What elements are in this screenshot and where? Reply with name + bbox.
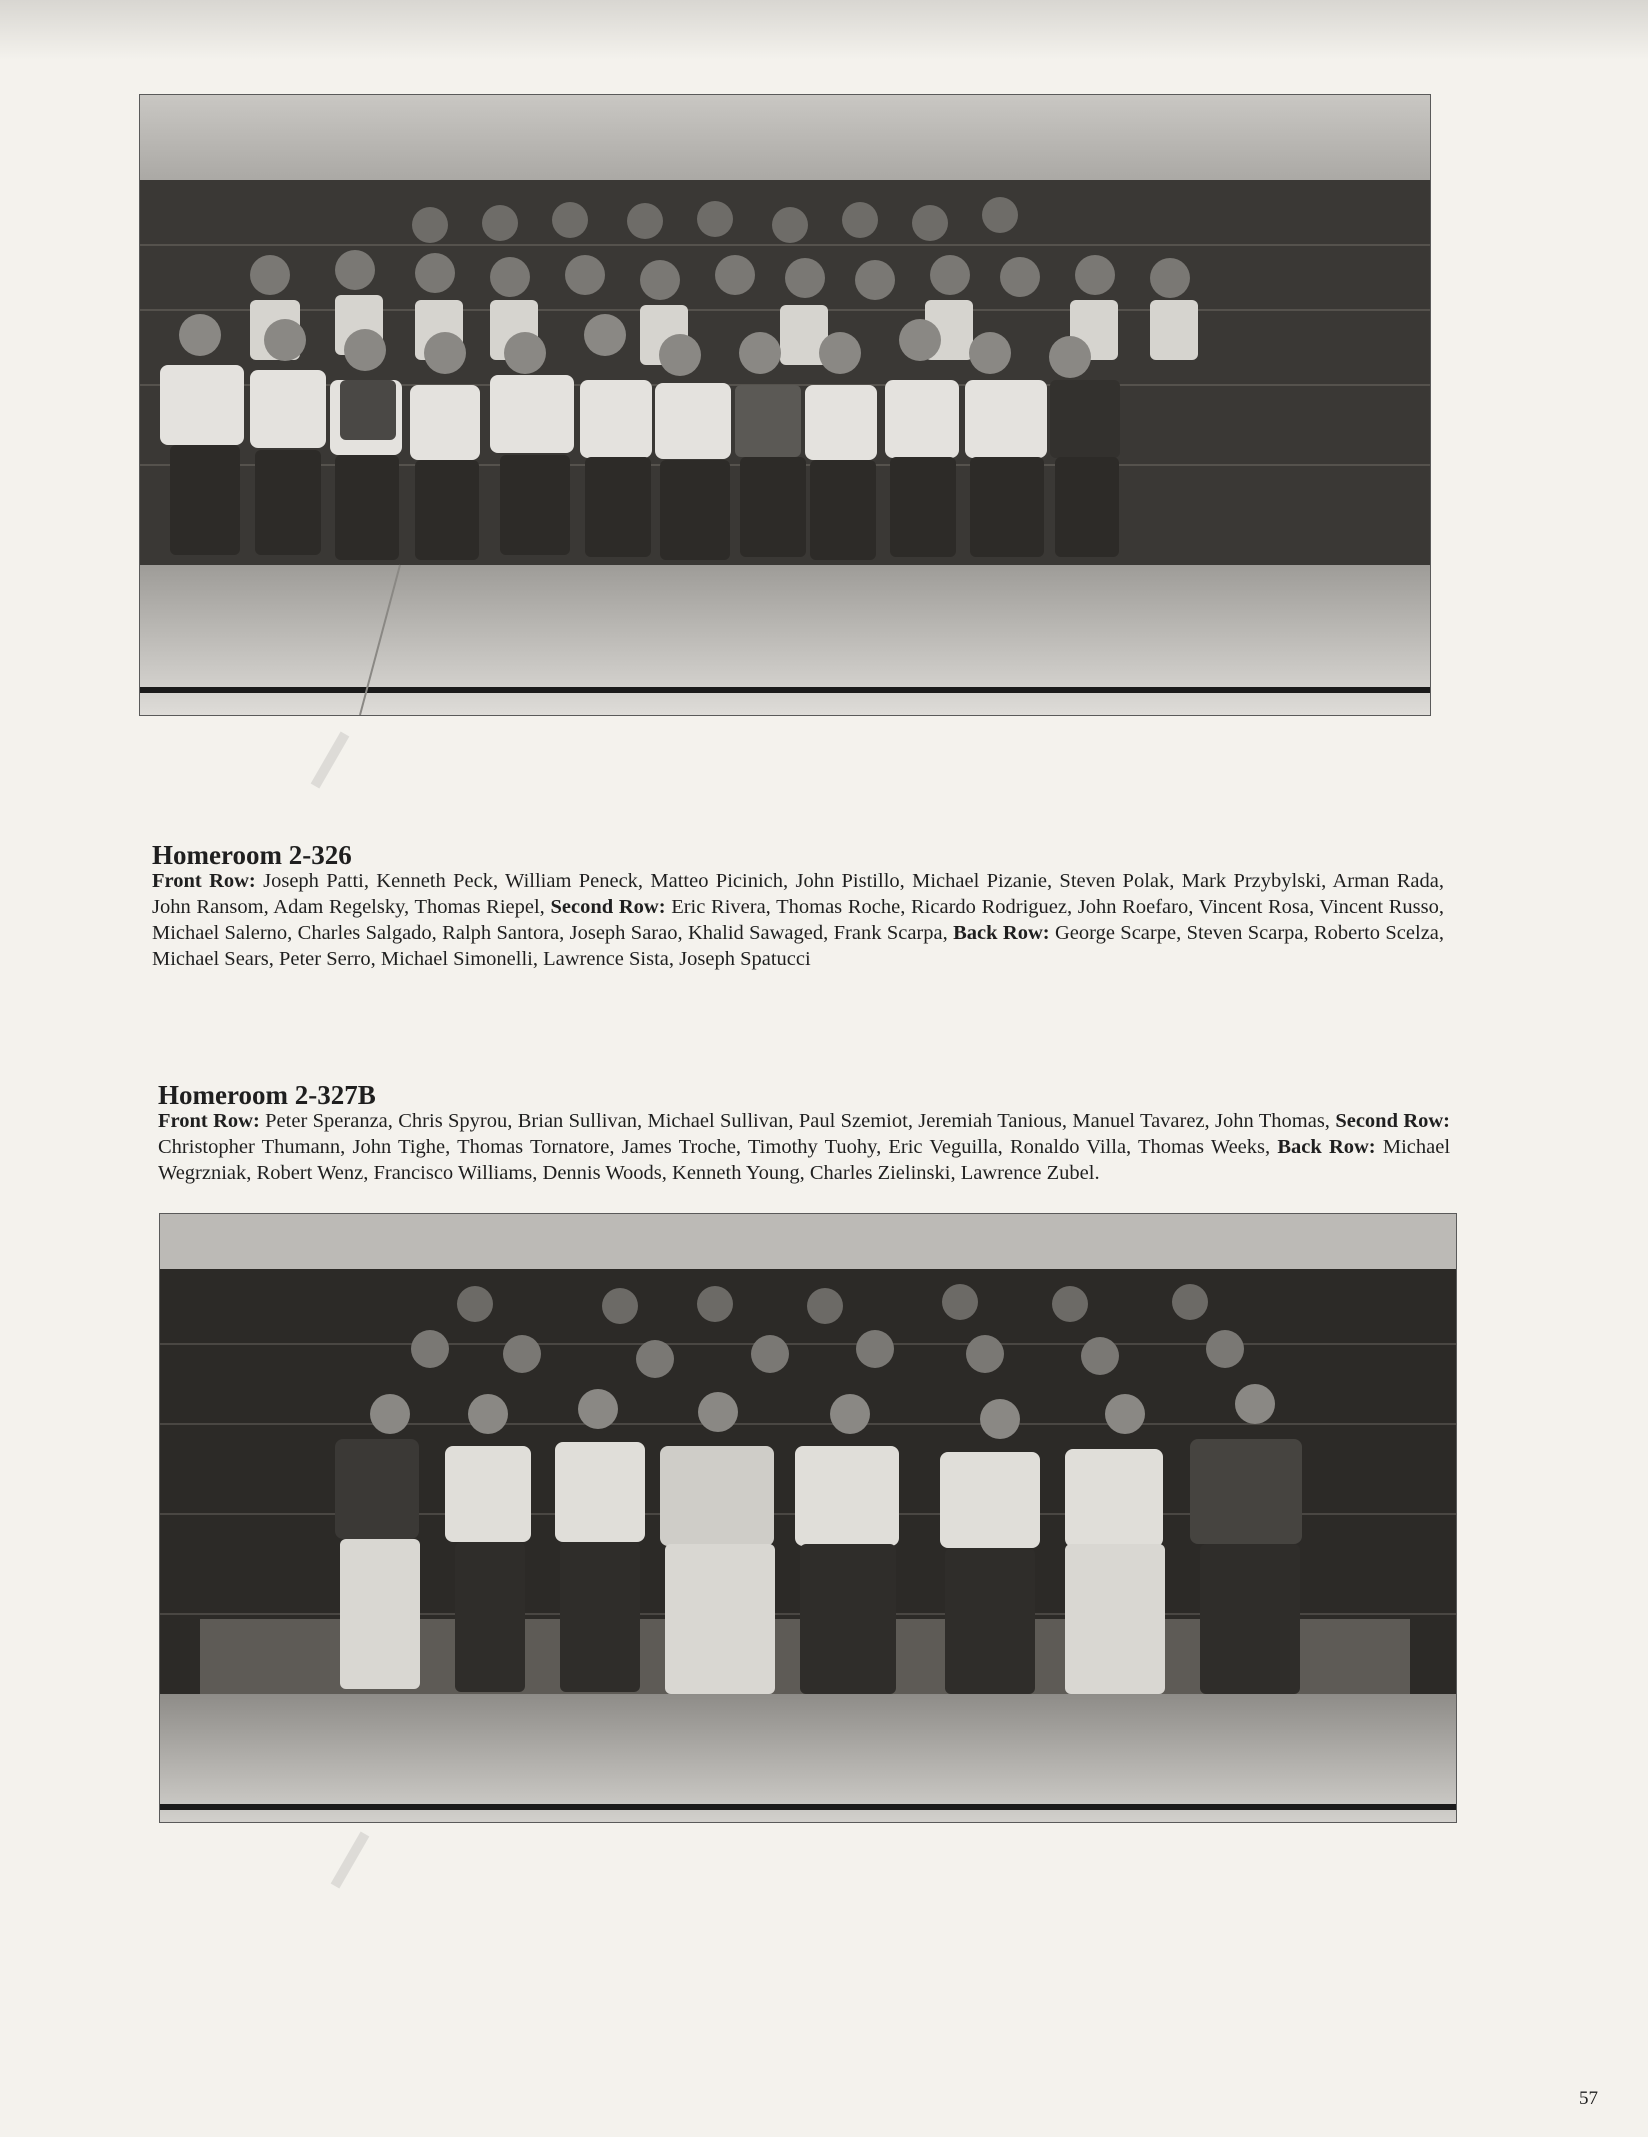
second-row-label: Second Row: <box>1335 1110 1451 1132</box>
second-row-names: Christopher Thumann, John Tighe, Thomas Tornatore, James Troche, Timothy Tuohy, Eric Veguilla, Ronaldo Villa, Thomas Weeks, <box>158 1136 1271 1158</box>
front-row-label: Front Row: <box>158 1110 260 1132</box>
second-row-label: Second Row: <box>550 896 666 918</box>
class-photo-image <box>160 1214 1456 1822</box>
second-row-names: Eric Rivera, Thomas Roche, Ricardo Rodriguez, John Roefaro, Vincent Rosa, Vincent Russo, Michael Salerno, Charles Salgado, Ralph Santora, Joseph Sarao, Khalid Sawaged, Frank Scarpa, <box>152 896 1444 944</box>
caption-homeroom-2-326 <box>152 840 1444 972</box>
front-row-names: Peter Speranza, Chris Spyrou, Brian Sullivan, Michael Sullivan, Paul Szemiot, Jeremiah Tanious, Manuel Tavarez, John Thomas, <box>265 1110 1330 1132</box>
class-photo-homeroom-2-327b <box>160 1214 1456 1822</box>
front-row-label: Front Row: <box>152 870 256 892</box>
class-photo-image <box>140 95 1430 715</box>
front-row-names: Joseph Patti, Kenneth Peck, William Peneck, Matteo Picinich, John Pistillo, Michael Pizanie, Steven Polak, Mark Przybylski, Arman Rada, John Ransom, Adam Regelsky, Thomas Riepel, <box>152 870 1445 918</box>
back-row-label: Back Row: <box>953 922 1050 944</box>
homeroom-title: Homeroom 2-327B <box>158 1080 376 1110</box>
back-row-names: Michael Wegrzniak, Robert Wenz, Francisco Williams, Dennis Woods, Kenneth Young, Charles Zielinski, Lawrence Zubel. <box>158 1136 1451 1184</box>
homeroom-title: Homeroom 2-326 <box>152 840 352 870</box>
page-number: 57 <box>1579 2088 1598 2109</box>
print-mark <box>311 732 350 789</box>
page-top-shadow <box>0 0 1648 60</box>
back-row-label: Back Row: <box>1277 1136 1376 1158</box>
print-mark <box>331 1832 370 1889</box>
caption-homeroom-2-327b <box>158 1080 1450 1186</box>
back-row-names: George Scarpe, Steven Scarpa, Roberto Scelza, Michael Sears, Peter Serro, Michael Simonelli, Lawrence Sista, Joseph Spatucci <box>152 922 1445 970</box>
class-photo-homeroom-2-326 <box>140 95 1430 715</box>
